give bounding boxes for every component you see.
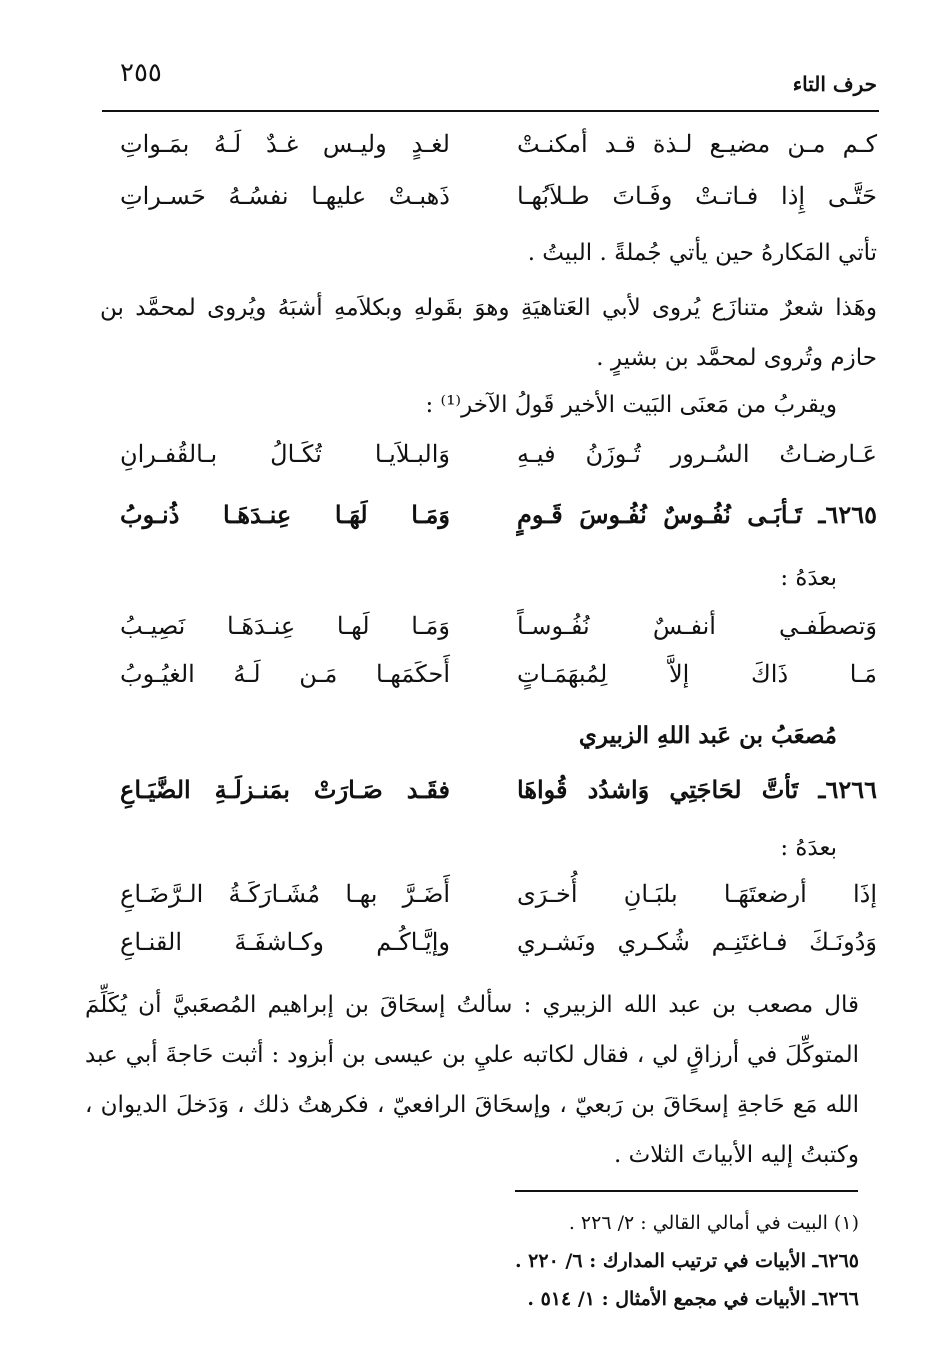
verse [120,880,877,920]
hemistich-first: وَتصطَفـي أنفـسٌ نُفُـوسـاً [517,612,877,640]
hemistich-second: ذَهبـتْ عليهـا نفسُـهُ حَسـراتِ [120,182,450,210]
paragraph: وهَذا شعرٌ متنازَع يُروى لأبي العَتاهيَةِ وهوَ بقَولهِ وبكلاَمهِ أشبَهُ ويُروى لمحمَّد بن حازم وتُروى لمحمَّد بن بشيرٍ . [100,295,877,371]
verse [120,928,877,968]
hemistich-first: مَـا ذَاكَ إلاَّ لِمُبهَمَـاتٍ [517,660,877,688]
footnote: (١) البيت في أمالي القالي : ٢/ ٢٢٦ . [568,1212,859,1234]
hemistich-second: أَضَـرَّ بهـا مُشَـارَكَـةُ الـرَّضَـاعِ [120,880,450,908]
footnote: ٦٢٦٥ـ الأبيات في ترتيب المدارك : ٦/ ٢٢٠ . [514,1250,859,1272]
verse [120,130,877,170]
hemistich-first: عَـارضـاتُ السُـرور تُـوزَنُ فيـهِ [517,440,877,468]
text-line: بعدَهُ : [780,835,837,861]
footnote: ٦٢٦٦ـ الأبيات في مجمع الأمثال : ١/ ٥١٤ . [527,1288,859,1310]
text-line: بعدَهُ : [780,565,837,591]
hemistich-second: وَالبـلاَيـا تُكَـالُ بـالقُفـرانِ [120,440,450,468]
page-number: ٢٥٥ [120,58,162,88]
verse-6266 [120,775,877,815]
paragraph: قال مصعب بن عبد الله الزبيري : سألتُ إسحَاقَ بن إبراهيم المُصعَبيَّ أن يُكَلِّمَ المتوكِّلَ في أرزاقٍ لي ، فقال لكاتبه عليِ بن عيسى بن أبزود : أثبت حَاجةَ أبي عبد الله مَع حَاجةِ إسحَاقَ بن رَبعيّ ، وإسحَاقَ الرافعيّ ، فكرهتُ ذلك ، وَدَخلَ الديوان ، وكتبتُ إليه الأبياتَ الثلاث . [85,992,859,1168]
text-line: ويقربُ من مَعنَى البَيت الأخير قَولُ الآخر⁽¹⁾ : [425,392,837,418]
hemistich-first: إذَا أرضعتَهَـا بلبَـانِ أُخـرَى [517,880,877,908]
hemistich-second: وَمَـا لَهَـا عِنـدَهَـا ذُنـوبُ [120,500,450,529]
hemistich-second: أَحكَمَهـا مَـن لَـهُ الغيُـوبُ [120,660,450,688]
verse [120,440,877,480]
hemistich-second: فقَـد صَـارَتْ بمَنـزلَـةِ الضَّيَـاعِ [120,775,450,804]
hemistich-second: لغـدٍ وليـس غـدٌ لَـهُ بمَـواتِ [120,130,450,158]
text-line: تأتي المَكارهُ حين يأتي جُملةً . البيتُ . [527,240,877,266]
running-header: حرف التاء [792,72,877,96]
verse-6265 [120,500,877,540]
verse [120,660,877,700]
hemistich-first: كـم مـن مضيـع لـذة قـد أمكنـتْ [517,130,877,158]
hemistich-second: وَمَـا لَهـا عِنـدَهَـا نَصِيـبُ [120,612,450,640]
hemistich-first: ٦٢٦٥ـ تَـأبَـى نُفُـوسٌ نُفُـوسَ قَـومٍ [517,500,877,529]
hemistich-first: وَدُونَـكَ فـاغتَنِـم شُكـري ونَشـري [517,928,877,956]
section-title: مُصعَبُ بن عَبد اللهِ الزبيري [578,722,837,749]
hemistich-first: حَتَّـى إِذا فـاتـتْ وفَـاتَ طـلاَبُهـا [517,182,877,210]
hemistich-second: وإيَّـاكُـم وكـاشفَـةَ القنـاعِ [120,928,450,956]
footnote-rule [515,1190,858,1192]
hemistich-first: ٦٢٦٦ـ تَأتَّ لحَاجَتِي وَاشدُد قُواهَا [517,775,877,804]
verse [120,612,877,652]
header-rule [102,110,879,112]
verse [120,182,877,222]
